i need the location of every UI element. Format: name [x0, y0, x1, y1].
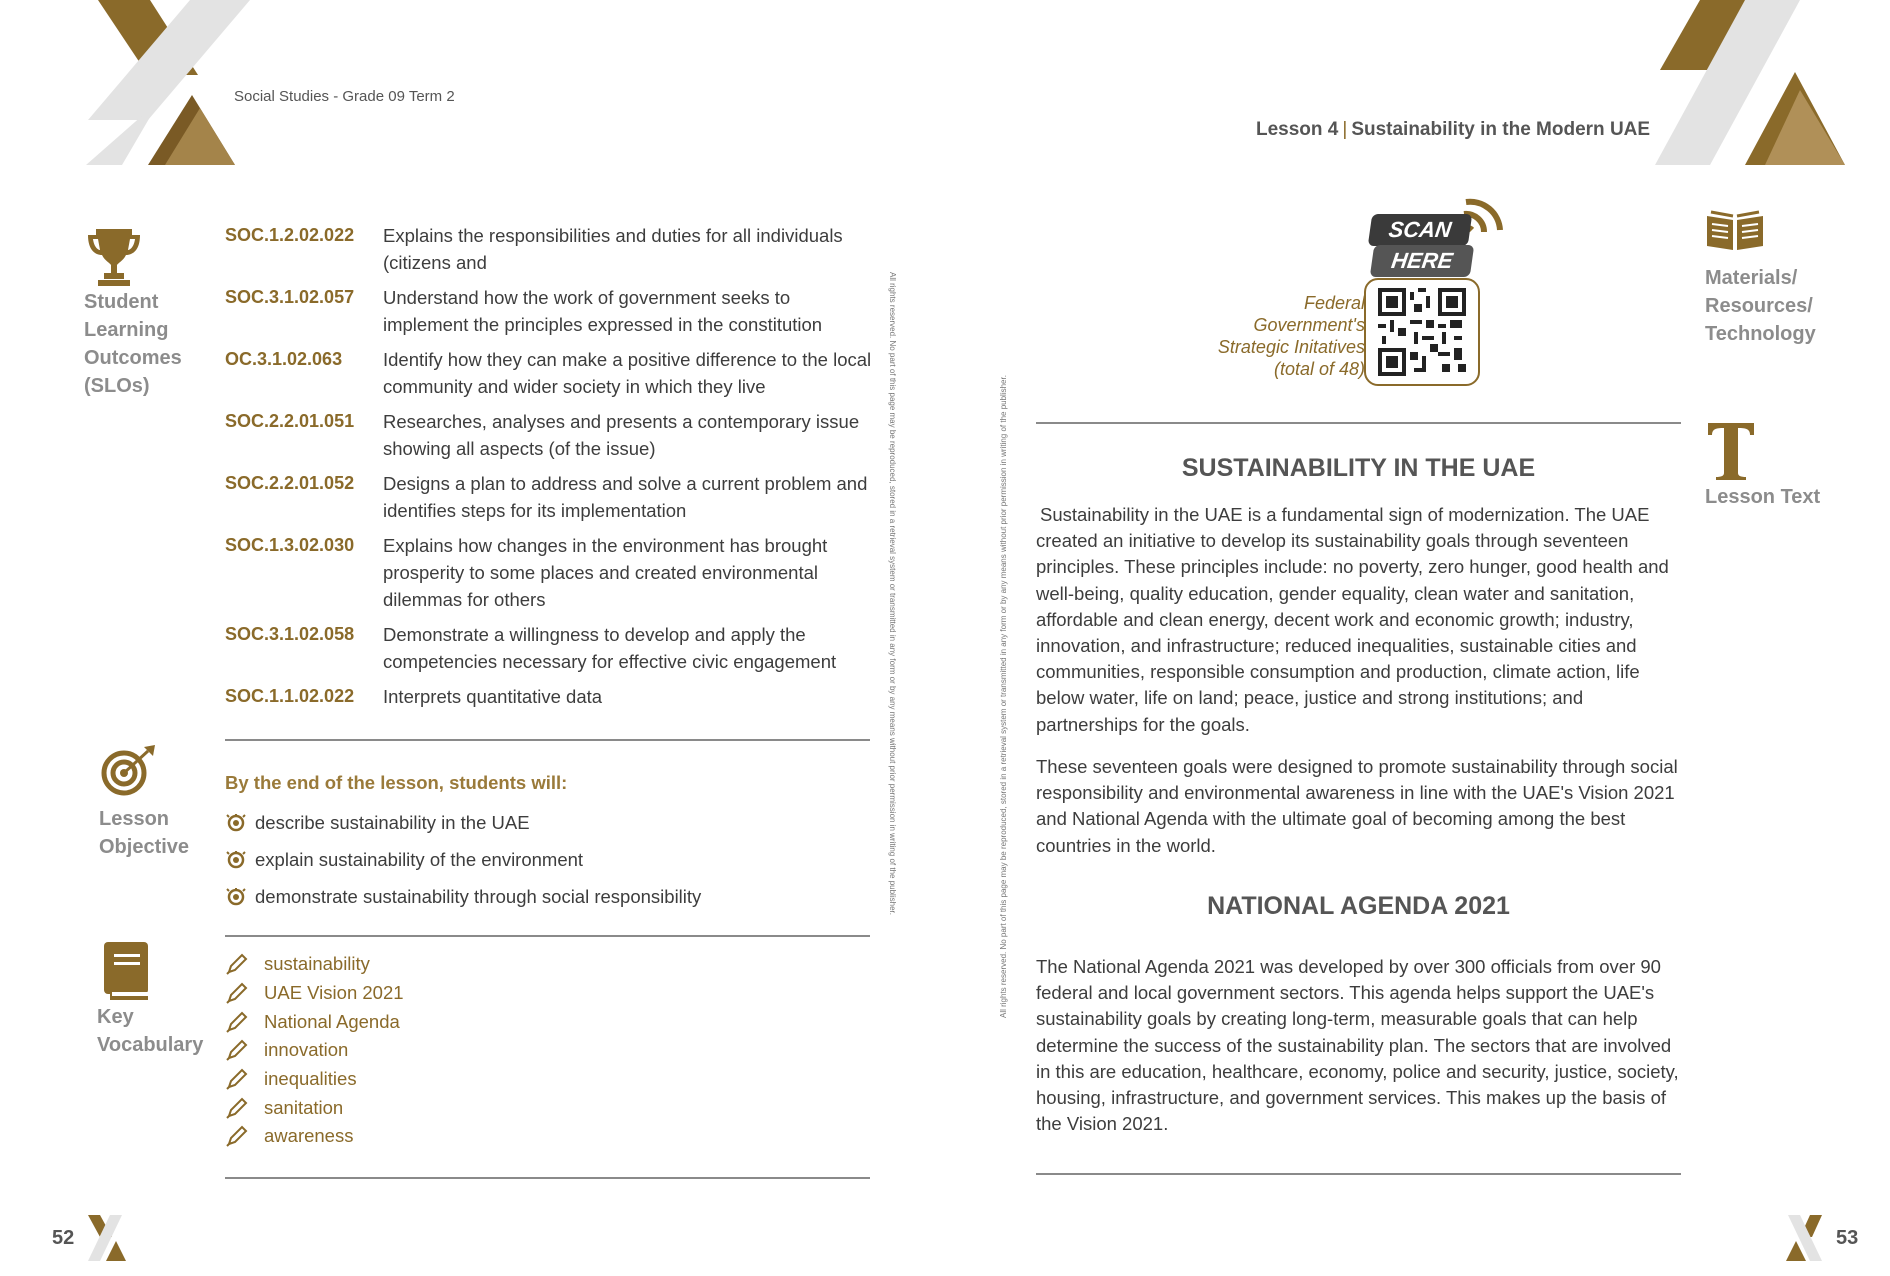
- objective-item: demonstrate sustainability through social responsibility: [226, 878, 876, 915]
- section-title-national-agenda: NATIONAL AGENDA 2021: [1207, 892, 1510, 920]
- objective-label: Lesson Objective: [99, 808, 190, 858]
- divider: [225, 935, 870, 937]
- eye-bullet-icon: [226, 851, 255, 869]
- pencil-icon: [226, 953, 248, 975]
- top-right-decoration: [1650, 0, 1890, 170]
- scan-tag: SCAN: [1368, 214, 1472, 246]
- pencil-icon: [226, 1068, 248, 1090]
- sustainability-paragraph-1: Sustainability in the UAE is a fundamental sign of modernization. The UAE created an initiative to develop its sustainability goals through seventeen principles. These principles include: no poverty, zero hunger, good health and well-being, quality education, gender equality, clean water and sanitation, affordable and clean energy, decent work and economic growth; industry, innovation, and infrastructure; reduced inequalities, sustainable cities and communities, responsible consumption and production, climate action, life below water, life on land; peace, justice and strong institutions; and partnerships for the goals.: [1036, 504, 1669, 735]
- national-agenda-paragraph: The National Agenda 2021 was developed by over 300 officials from over 90 federal and local government sectors. This agenda helps support the UAE's sustainability goals by creating long-term, measurable goals that can help determine the success of the sustainability plan. The sectors that are involved in this are education, healthcare, economy, police and security, justice, society, housing, infrastructure, and government services. This makes up the basis of the Vision 2021.: [1036, 956, 1679, 1135]
- lesson-header: Lesson 4 | Sustainability in the Modern UAE: [1256, 119, 1651, 140]
- vocab-item: National Agenda: [226, 1007, 404, 1036]
- divider: [225, 1177, 870, 1179]
- pencil-icon: [226, 982, 248, 1004]
- vocab-item: sanitation: [226, 1093, 404, 1122]
- qr-code[interactable]: [1364, 278, 1480, 386]
- objective-item: explain sustainability of the environment: [226, 841, 876, 878]
- objective-intro: By the end of the lesson, students will:: [225, 772, 568, 793]
- slo-code: SOC.3.1.02.058: [225, 624, 355, 644]
- slo-text: Researches, analyses and presents a contemporary issue showing all aspects (of the issue): [383, 411, 860, 459]
- lesson-text-label: Lesson Text: [1705, 486, 1821, 508]
- objective-list: [226, 804, 876, 915]
- trophy-icon: [86, 225, 142, 287]
- divider: [1036, 422, 1681, 424]
- divider: [225, 739, 870, 741]
- slo-code: SOC.1.1.02.022: [225, 686, 355, 706]
- here-tag: HERE: [1370, 245, 1474, 277]
- slo-code: SOC.2.2.01.051: [225, 411, 355, 431]
- vocabulary-label: Key Vocabulary: [97, 1006, 204, 1056]
- open-book-icon: [1705, 210, 1765, 252]
- slo-row: [225, 621, 875, 675]
- copyright-vertical-right: All rights reserved. No part of this page may be reproduced, stored in a retrieval system or transmitted in any form or by any means without prior permission in writing of the publisher.: [999, 375, 1008, 1018]
- slo-code: OC.3.1.02.063: [225, 349, 343, 369]
- slo-label: Student Learning Outcomes (SLOs): [84, 291, 182, 397]
- slo-row: [225, 683, 875, 710]
- pencil-icon: [226, 1011, 248, 1033]
- slo-row: [225, 222, 875, 276]
- slo-text: Designs a plan to address and solve a current problem and identifies steps for its implementation: [383, 473, 868, 521]
- slo-text: Identify how they can make a positive difference to the local community and wider society in which they live: [383, 349, 872, 397]
- qr-code-icon: [1378, 288, 1466, 376]
- slo-text: Explains the responsibilities and duties for all individuals (citizens and: [383, 225, 843, 273]
- slo-row: [225, 346, 875, 400]
- vocabulary-list: [226, 950, 404, 1151]
- slo-row: [225, 408, 875, 462]
- footer-logo-left: [84, 1215, 128, 1261]
- slo-code: SOC.3.1.02.057: [225, 287, 355, 307]
- target-icon: [100, 745, 158, 797]
- slo-text: Understand how the work of government seeks to implement the principles expressed in the constitution: [383, 287, 823, 335]
- slo-text: Demonstrate a willingness to develop and apply the competencies necessary for effective civic engagement: [383, 624, 837, 672]
- top-left-decoration: [0, 0, 260, 170]
- pencil-icon: [226, 1039, 248, 1061]
- slo-row: [225, 532, 875, 613]
- book-title: Social Studies - Grade 09 Term 2: [234, 88, 455, 105]
- slo-text: Explains how changes in the environment has brought prosperity to some places and created environmental dilemmas for others: [383, 535, 828, 610]
- slo-code: SOC.1.3.02.030: [225, 535, 355, 555]
- vocab-item: innovation: [226, 1036, 404, 1065]
- pencil-icon: [226, 1097, 248, 1119]
- qr-caption: Federal Government's Strategic Initatives (total of 48): [1217, 293, 1365, 379]
- materials-label: Materials/ Resources/ Technology: [1705, 267, 1816, 345]
- vocab-item: sustainability: [226, 950, 404, 979]
- slo-code: SOC.2.2.01.052: [225, 473, 355, 493]
- vocab-item: UAE Vision 2021: [226, 979, 404, 1008]
- copyright-vertical-left: All rights reserved. No part of this page may be reproduced, stored in a retrieval system or transmitted in any form or by any means without prior permission in writing of the publisher.: [888, 272, 897, 915]
- letter-t-icon: [1706, 421, 1756, 481]
- objective-item: describe sustainability in the UAE: [226, 804, 876, 841]
- divider: [1036, 1173, 1681, 1175]
- lesson-title: Sustainability in the Modern UAE: [1351, 119, 1651, 140]
- page-number-left: 52: [52, 1227, 75, 1249]
- slo-code: SOC.1.2.02.022: [225, 225, 355, 245]
- slo-text: Interprets quantitative data: [383, 686, 603, 707]
- eye-bullet-icon: [226, 814, 255, 832]
- sustainability-paragraph-2: These seventeen goals were designed to promote sustainability through social responsibility and environmental awareness in line with the UAE's Vision 2021 and National Agenda with the ultimate goal of becoming among the best countries in the world.: [1036, 756, 1678, 856]
- vocab-item: inequalities: [226, 1065, 404, 1094]
- section-title-sustainability: SUSTAINABILITY IN THE UAE: [1181, 454, 1536, 482]
- page-number-right: 53: [1836, 1227, 1859, 1249]
- pencil-icon: [226, 1125, 248, 1147]
- book-icon: [102, 940, 152, 1002]
- eye-bullet-icon: [226, 888, 255, 906]
- slo-row: [225, 470, 875, 524]
- slo-list: [225, 222, 875, 718]
- vocab-item: awareness: [226, 1122, 404, 1151]
- slo-row: [225, 284, 875, 338]
- lesson-number: Lesson 4: [1256, 119, 1339, 140]
- footer-logo-right: [1784, 1215, 1828, 1261]
